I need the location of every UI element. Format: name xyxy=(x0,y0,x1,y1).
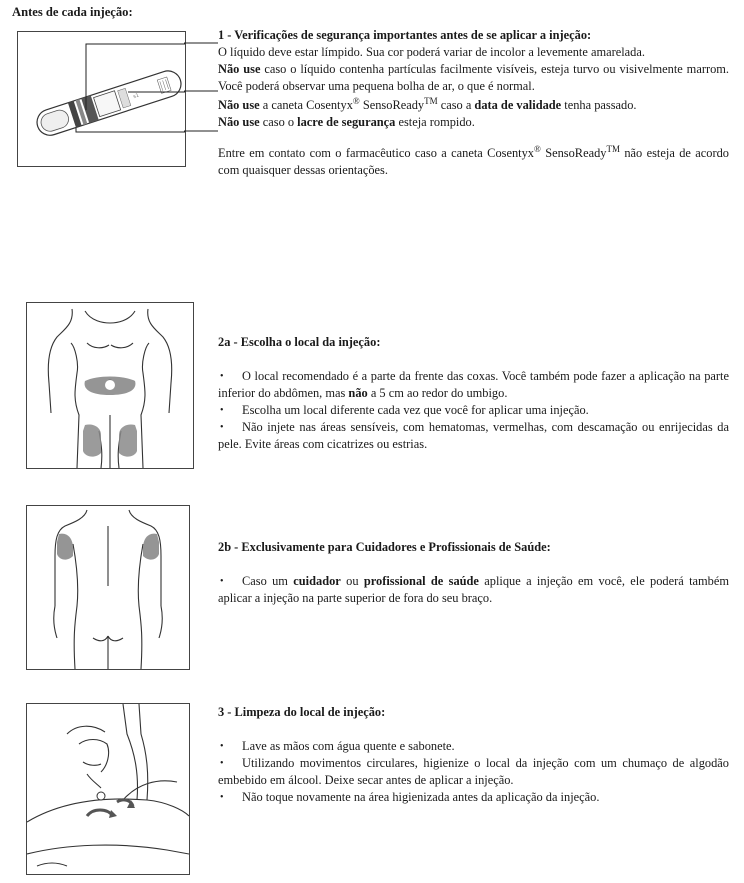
step1-title: 1 - Verificações de segurança importantes antes de se aplicar a injeção: xyxy=(218,28,592,42)
step3-title: 3 - Limpeza do local de injeção: xyxy=(218,705,386,719)
step1-text xyxy=(218,27,729,179)
navel-exclusion xyxy=(105,380,115,390)
right-arm-area xyxy=(143,534,159,560)
list-item: • Lave as mãos com água quente e sabonete. xyxy=(220,739,455,753)
right-thigh-area xyxy=(119,424,137,456)
step2a-list xyxy=(218,368,729,453)
step1-line2: Não use caso o líquido contenha partículas facilmente visíveis, esteja turvo ou visivelmente marrom. Você poderá observar uma pequena bolha de ar, o que é normal. xyxy=(218,62,729,93)
pen-label: s1 xyxy=(132,92,140,101)
step1-line3: Não use a caneta Cosentyx® SensoReady™ caso a data de validade tenha passado. xyxy=(218,95,637,112)
back-body-illustration xyxy=(26,505,190,670)
list-item: • Utilizando movimentos circulares, higienize o local da injeção com um chumaço de algodão embebido em álcool. Deixe secar antes de aplicar a injeção. xyxy=(218,756,729,787)
callout-connectors xyxy=(184,31,218,141)
step1-line4: Não use caso o lacre de segurança esteja rompido. xyxy=(218,115,475,129)
step2b-list xyxy=(218,573,729,607)
pen-illustration xyxy=(17,31,186,167)
step2a-title: 2a - Escolha o local da injeção: xyxy=(218,335,381,349)
pen-drawing xyxy=(18,32,185,166)
back-body-drawing xyxy=(27,506,189,669)
step2a-text xyxy=(218,334,729,453)
cleaning-drawing xyxy=(27,704,189,874)
list-item: • Não toque novamente na área higienizada antes da aplicação da injeção. xyxy=(220,790,600,804)
step1-contact: Entre em contato com o farmacêutico caso a caneta Cosentyx® SensoReady™ não esteja de acordo com quaisquer dessas orientações. xyxy=(218,143,729,177)
left-thigh-area xyxy=(83,424,101,456)
circular-motion-arrow xyxy=(87,810,113,816)
step2b-title: 2b - Exclusivamente para Cuidadores e Profissionais de Saúde: xyxy=(218,540,551,554)
list-item: • Não injete nas áreas sensíveis, com hematomas, vermelhas, com descamação ou enrijecidas da pele. Evite áreas com cicatrizes ou estrias. xyxy=(218,420,729,451)
list-item: • Caso um cuidador ou profissional de saúde aplique a injeção em você, ele poderá também aplicar a injeção na parte superior de fora do seu braço. xyxy=(218,574,729,605)
front-body-illustration xyxy=(26,302,194,469)
list-item: • Escolha um local diferente cada vez que você for aplicar uma injeção. xyxy=(220,403,589,417)
cotton-swab xyxy=(97,792,105,800)
front-body-drawing xyxy=(27,303,193,468)
list-item: • O local recomendado é a parte da frente das coxas. Você também pode fazer a aplicação na parte inferior do abdômen, mas não a 5 cm ao redor do umbigo. xyxy=(218,369,729,400)
step3-text xyxy=(218,704,729,806)
step1-line1: O líquido deve estar límpido. Sua cor poderá variar de incolor a levemente amarelada. xyxy=(218,45,645,59)
page-heading: Antes de cada injeção: xyxy=(12,5,133,19)
step2b-text xyxy=(218,539,729,607)
step3-list xyxy=(218,738,729,806)
cleaning-illustration xyxy=(26,703,190,875)
left-arm-area xyxy=(57,534,73,560)
